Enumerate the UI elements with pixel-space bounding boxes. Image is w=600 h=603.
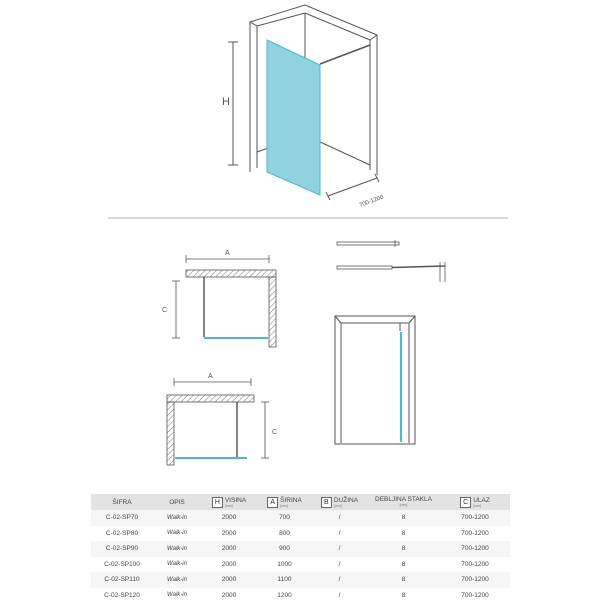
front-elevation [335,316,415,444]
plan1-depth-label: C [162,307,167,314]
row-glass-thickness: 8 [367,572,440,588]
row-length: / [312,557,367,573]
row-entrance: 700-1200 [440,541,510,557]
row-glass-thickness: 8 [367,557,440,573]
row-entrance: 700-1200 [440,510,510,526]
row-code: C-02-SP70 [91,510,153,526]
width-box-icon: A [267,497,278,508]
row-description: Walk-in [153,557,201,573]
row-code: C-02-SP100 [91,557,153,573]
entrance-range-label: 700-1200 [359,194,386,209]
row-height: 2000 [201,572,257,588]
row-height: 2000 [201,541,257,557]
row-length: / [312,541,367,557]
table-row [91,510,510,526]
row-entrance: 700-1200 [440,588,510,603]
row-description: Walk-in [153,572,201,588]
row-glass-thickness: 8 [367,541,440,557]
row-description: Walk-in [153,588,201,603]
row-width: 1000 [257,557,312,573]
row-length: / [312,572,367,588]
header-code: ŠIFRA [91,494,153,510]
row-width: 1200 [257,588,312,603]
row-length: / [312,588,367,603]
length-box-icon: B [321,497,332,508]
row-width: 700 [257,510,312,526]
table-row [91,588,510,603]
row-code: C-02-SP90 [91,541,153,557]
table-row [91,526,510,542]
row-description: Walk-in [153,510,201,526]
header-entrance: C ULAZ [mm] [440,494,510,510]
row-entrance: 700-1200 [440,557,510,573]
row-width: 800 [257,526,312,542]
row-entrance: 700-1200 [440,572,510,588]
header-length: B DUŽINA [mm] [312,494,367,510]
row-code: C-02-SP80 [91,526,153,542]
table-row [91,541,510,557]
row-description: Walk-in [153,541,201,557]
plan2-width-label: A [208,373,213,380]
profile-detail [337,240,445,282]
row-code: C-02-SP120 [91,588,153,603]
plan1-width-label: A [225,250,230,257]
plan-view-right-wall [172,255,276,347]
header-glass-thickness: DEBLJINA STAKLA [mm] [367,494,440,510]
plan-view-left-wall [167,378,269,465]
row-width: 900 [257,541,312,557]
specification-table [91,494,510,603]
row-length: / [312,526,367,542]
row-description: Walk-in [153,526,201,542]
plan2-depth-label: C [272,429,277,436]
row-height: 2000 [201,526,257,542]
glass-panel-perspective [267,40,320,195]
row-glass-thickness: 8 [367,510,440,526]
table-row [91,557,510,573]
header-height: H VISINA [mm] [201,494,257,510]
row-height: 2000 [201,588,257,603]
height-box-icon: H [212,497,223,508]
row-code: C-02-SP110 [91,572,153,588]
entrance-box-icon: C [460,497,471,508]
header-width: A ŠIRINA [mm] [257,494,312,510]
row-glass-thickness: 8 [367,588,440,603]
row-entrance: 700-1200 [440,526,510,542]
header-description: OPIS [153,494,201,510]
table-row [91,572,510,588]
table-header-row [91,494,510,510]
row-width: 1100 [257,572,312,588]
row-height: 2000 [201,510,257,526]
row-glass-thickness: 8 [367,526,440,542]
height-label: H [222,96,230,108]
row-length: / [312,510,367,526]
row-height: 2000 [201,557,257,573]
